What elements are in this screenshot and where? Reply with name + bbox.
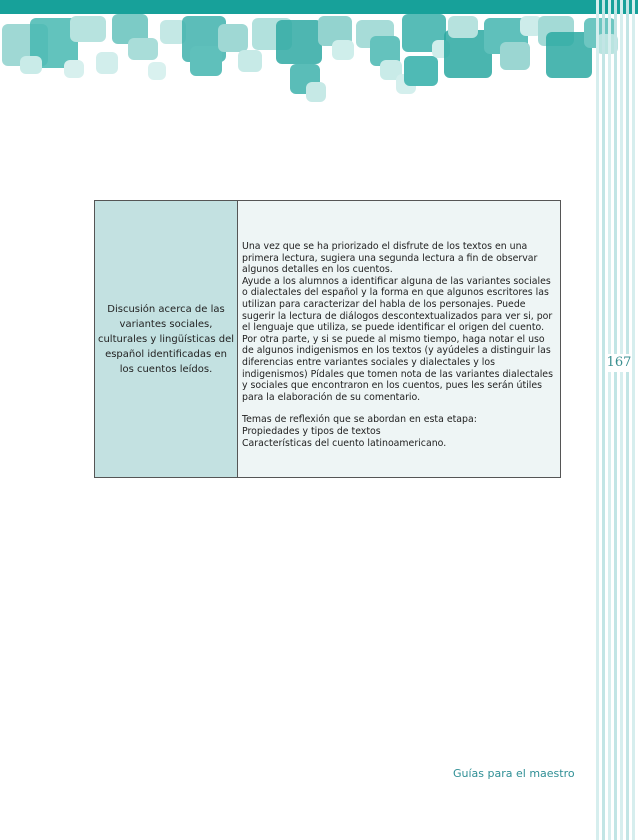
activity-cell: Discusión acerca de las variantes sociales, culturales y lingüísticas del español identificadas en los cuentos leídos. xyxy=(95,201,238,478)
table-row xyxy=(95,201,561,478)
page-number: 167 xyxy=(606,355,632,370)
footer-title: Guías para el maestro xyxy=(453,767,575,780)
guidance-cell xyxy=(238,201,561,478)
topics-heading: Temas de reflexión que se abordan en esta etapa: xyxy=(242,414,477,426)
decorative-stripes-right xyxy=(594,0,638,840)
topic-item: Propiedades y tipos de textos xyxy=(242,425,381,437)
guidance-paragraph-2: Ayude a los alumnos a identificar alguna de las variantes sociales o dialectales del español y la forma en que algunos escritores las utilizan para caracterizar del habla de los personajes. Puede sugerir la lectura de diálogos descontextualizados para ver si, por el lenguaje que utiliza, se puede identificar el origen del cuento. xyxy=(242,275,553,334)
content-table xyxy=(94,200,561,478)
guidance-paragraph-3: Por otra parte, y si se puede al mismo tiempo, haga notar el uso de algunos indigenismos en los textos (y ayúdeles a distinguir las diferencias entre variantes sociales y dialectales y los indigenismos) Pídales que tomen nota de las variantes dialectales y sociales que encontraron en los cuentos, pues les serán útiles para la elaboración de su comentario. xyxy=(242,333,553,403)
topic-item: Características del cuento latinoamericano. xyxy=(242,437,447,449)
guidance-paragraph-1: Una vez que se ha priorizado el disfrute de los textos en una primera lectura, sugiera una segunda lectura a fin de observar algunos detalles en los cuentos. xyxy=(242,241,538,276)
decorative-squares-header xyxy=(0,0,638,110)
